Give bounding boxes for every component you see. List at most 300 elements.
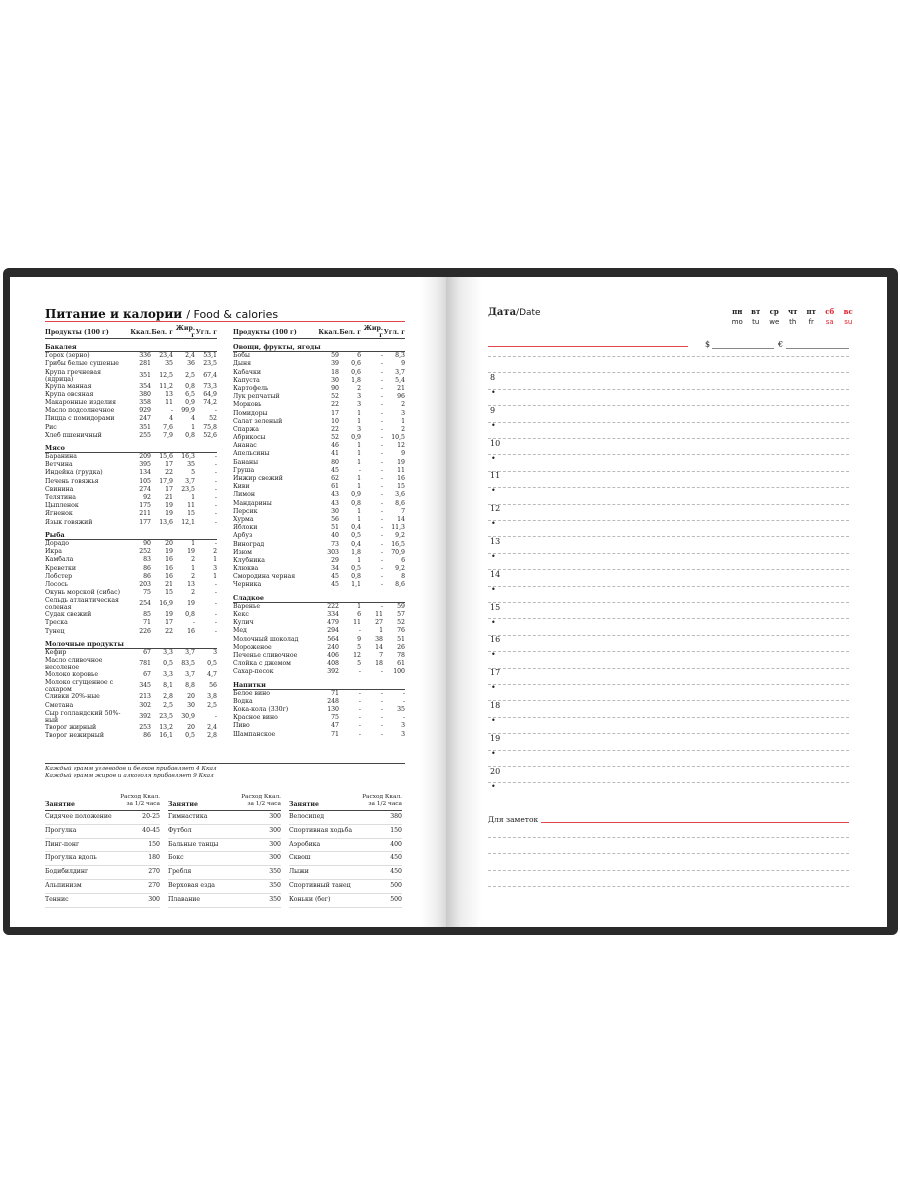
bullet-mark: •: [491, 617, 496, 627]
table-row: [45, 478, 217, 486]
euro-field[interactable]: [786, 348, 849, 349]
food-value: 11: [165, 398, 173, 406]
food-value: 71: [331, 730, 339, 738]
food-value: 105: [139, 477, 151, 485]
hour-label: 20: [490, 766, 501, 776]
bullet-mark: •: [491, 650, 496, 660]
food-value: 23,4: [159, 352, 173, 360]
food-value: 248: [327, 697, 339, 705]
food-name: Масло подсолнечное: [45, 407, 115, 415]
food-value: 358: [139, 398, 151, 406]
food-value: 8,3: [395, 352, 405, 360]
food-value: 90: [331, 384, 339, 392]
food-name: Груша: [233, 466, 255, 474]
food-value: -: [214, 407, 217, 415]
col-header-name: Продукты (100 г): [233, 328, 297, 336]
food-value: 61: [397, 660, 405, 668]
category-heading: Мясо: [45, 444, 217, 453]
food-value: 3: [213, 564, 217, 572]
food-value: 51: [331, 524, 339, 532]
food-value: 19: [187, 600, 195, 608]
activity-name: Гимнастика: [168, 813, 208, 820]
schedule-line[interactable]: [488, 389, 849, 390]
food-value: -: [358, 689, 361, 697]
table-row: [45, 383, 217, 391]
food-value: 6: [401, 556, 405, 564]
food-name: Креветки: [45, 564, 76, 572]
food-value: 40: [331, 532, 339, 540]
food-value: 3: [357, 393, 361, 401]
table-row: [233, 603, 405, 611]
table-row: [233, 369, 405, 377]
food-value: -: [380, 401, 383, 409]
food-name: Яблоки: [233, 524, 258, 532]
col-header-kcal: Ккал.: [318, 328, 339, 336]
food-value: 78: [397, 651, 405, 659]
food-value: 86: [143, 731, 151, 739]
hour-label: 15: [490, 602, 501, 612]
food-name: Варенье: [233, 602, 261, 610]
schedule-line[interactable]: [488, 520, 849, 521]
hour-label: 12: [490, 504, 501, 514]
weekday-en: th: [789, 318, 797, 326]
table-row: [45, 671, 217, 679]
food-value: 52: [331, 434, 339, 442]
food-value: -: [380, 417, 383, 425]
schedule-line[interactable]: [488, 782, 849, 783]
food-value: 13,6: [159, 518, 173, 526]
table-row: [45, 360, 217, 368]
food-value: 1: [379, 627, 383, 635]
food-value: 56: [331, 515, 339, 523]
food-value: 23,5: [159, 712, 173, 720]
food-value: 92: [143, 494, 151, 501]
food-name: Творог нежирный: [45, 731, 104, 739]
food-value: 45: [331, 466, 339, 474]
food-name: Мандарины: [233, 499, 272, 507]
weekday-tu[interactable]: [747, 307, 766, 327]
food-name: Крупа гречневая (ядрица): [45, 368, 101, 383]
table-row: [233, 508, 405, 516]
activity-name: Сидячее положение: [45, 813, 112, 820]
food-value: 52: [209, 415, 217, 423]
food-value: -: [380, 466, 383, 474]
food-value: 13,2: [159, 723, 173, 731]
food-value: 19: [187, 548, 195, 556]
schedule-line[interactable]: [488, 651, 849, 652]
food-value: 3,3: [163, 649, 173, 656]
food-value: -: [358, 714, 361, 722]
food-value: -: [380, 434, 383, 442]
food-name: Баранина: [45, 453, 77, 461]
food-value: -: [214, 611, 217, 619]
food-value: 2,5: [185, 371, 195, 379]
food-value: 0,8: [185, 611, 195, 619]
activity-name: Бодибилдинг: [45, 868, 89, 876]
food-name: Печень говяжья: [45, 477, 99, 485]
notes-label: Для заметок: [488, 815, 539, 824]
food-name: Красное вино: [233, 714, 278, 722]
activity-kcal: 300: [269, 854, 281, 862]
activity-row: [289, 839, 402, 853]
table-row: [45, 611, 217, 619]
table-row: [45, 432, 217, 440]
food-value: 0,8: [351, 573, 361, 581]
table-row: [45, 469, 217, 477]
food-value: 76: [397, 627, 405, 635]
food-value: 96: [397, 393, 405, 401]
schedule-line[interactable]: [488, 569, 849, 570]
food-name: Молоко сгущенное с сахаром: [45, 679, 114, 694]
food-name: Рис: [45, 423, 57, 431]
schedule-line[interactable]: [488, 356, 849, 357]
activity-row: [289, 894, 402, 908]
food-value: 781: [139, 660, 151, 668]
food-value: 380: [139, 390, 151, 398]
food-value: 10,5: [391, 434, 405, 442]
schedule-line[interactable]: [488, 684, 849, 685]
schedule-line[interactable]: [488, 487, 849, 488]
title-divider: [45, 321, 405, 322]
food-value: 12,5: [159, 371, 173, 379]
activity-row: [289, 825, 402, 839]
food-value: 5: [357, 643, 361, 651]
schedule-line[interactable]: [488, 717, 849, 718]
weekday-en: mo: [731, 318, 743, 326]
food-value: -: [214, 494, 217, 501]
table-row: [233, 565, 405, 573]
food-name: Кабачки: [233, 368, 261, 376]
table-row: [45, 619, 217, 627]
food-value: 0,8: [185, 431, 195, 439]
food-value: 6,5: [185, 390, 195, 398]
food-value: 2,4: [207, 723, 217, 731]
food-value: -: [214, 539, 217, 547]
food-name: Изюм: [233, 548, 252, 556]
category-heading: Бакалея: [45, 343, 217, 352]
food-value: 64,9: [203, 390, 217, 398]
food-value: 15: [397, 483, 405, 491]
food-value: 19: [165, 548, 173, 556]
food-value: 252: [139, 548, 151, 556]
notes-line[interactable]: [488, 870, 849, 871]
category-heading: Сладкое: [233, 594, 405, 603]
food-value: -: [380, 442, 383, 450]
food-name: Помидоры: [233, 409, 268, 417]
food-value: -: [380, 689, 383, 697]
food-name: Ананас: [233, 442, 257, 450]
food-value: -: [380, 458, 383, 466]
table-row: [45, 679, 217, 693]
food-value: 16: [165, 556, 173, 564]
food-value: 2: [191, 589, 195, 597]
activity-kcal: 400: [390, 840, 402, 848]
food-name: Черника: [233, 581, 262, 589]
binding-shadow-right: [446, 277, 482, 927]
weekday-mo[interactable]: [728, 307, 747, 327]
food-value: 1: [357, 442, 361, 450]
schedule-line[interactable]: [488, 700, 849, 701]
calorie-notes: [45, 763, 405, 780]
table-row: [233, 557, 405, 565]
food-value: -: [214, 627, 217, 635]
activity-kcal: 500: [390, 881, 402, 889]
schedule-line[interactable]: [488, 454, 849, 455]
weekday-ru: ср: [769, 307, 779, 316]
food-value: 56: [209, 682, 217, 690]
weekday-sa[interactable]: [821, 307, 840, 327]
col-header-carb: Угл. г: [195, 328, 217, 336]
rate-line-2: за 1/2 часа: [247, 801, 281, 807]
food-value: -: [214, 712, 217, 720]
food-value: -: [380, 507, 383, 515]
food-value: 53,1: [203, 352, 217, 360]
table-row: [45, 519, 217, 527]
activity-header: [45, 788, 160, 811]
food-name: Треска: [45, 619, 68, 627]
hour-label: 13: [490, 537, 501, 546]
food-value: -: [380, 499, 383, 507]
food-value: 73: [331, 540, 339, 548]
notes-line[interactable]: [488, 837, 849, 838]
food-value: 15: [165, 589, 173, 597]
schedule-line[interactable]: [488, 766, 849, 767]
category-heading: Молочные продукты: [45, 640, 217, 649]
date-field[interactable]: [488, 346, 688, 347]
food-value: -: [214, 469, 217, 477]
food-value: 3,7: [395, 368, 405, 376]
schedule-line[interactable]: [488, 586, 849, 587]
table-row: [45, 581, 217, 589]
dollar-field[interactable]: [712, 348, 774, 349]
food-value: 67,4: [203, 371, 217, 379]
activity-table-3: [289, 788, 402, 908]
food-value: 351: [139, 371, 151, 379]
schedule-line[interactable]: [488, 504, 849, 505]
food-value: -: [358, 706, 361, 714]
food-value: 1: [191, 494, 195, 501]
table-row: [233, 467, 405, 475]
food-value: 74,2: [203, 398, 217, 406]
activity-name: Бокс: [168, 854, 184, 862]
food-value: 2: [213, 548, 217, 556]
food-value: 3,8: [207, 693, 217, 701]
food-value: 1: [357, 409, 361, 417]
food-value: 15: [187, 510, 195, 518]
food-value: 351: [139, 423, 151, 431]
schedule-line[interactable]: [488, 553, 849, 554]
food-value: 12,1: [181, 518, 195, 526]
table-row: [233, 619, 405, 627]
activity-kcal: 500: [390, 895, 402, 903]
schedule-line[interactable]: [488, 438, 849, 439]
food-name: Бобы: [233, 352, 250, 360]
food-table-1: [45, 326, 217, 740]
food-value: 41: [331, 450, 339, 458]
table-row: [233, 410, 405, 418]
food-value: -: [380, 368, 383, 376]
schedule-line[interactable]: [488, 405, 849, 406]
food-value: 254: [139, 600, 151, 608]
food-value: 70,9: [391, 548, 405, 556]
food-name: Дорадо: [45, 539, 69, 547]
food-value: 45: [331, 581, 339, 589]
food-name: Водка: [233, 697, 253, 705]
food-value: 46: [331, 442, 339, 450]
food-name: Лук репчатый: [233, 393, 280, 401]
food-value: 59: [397, 602, 405, 610]
food-value: 62: [331, 475, 339, 482]
hour-label: 10: [490, 438, 501, 448]
food-value: 2,8: [163, 693, 173, 701]
food-value: -: [380, 524, 383, 532]
table-row: [45, 732, 217, 740]
table-row: [233, 459, 405, 467]
food-name: Бананы: [233, 458, 259, 466]
food-value: 11: [353, 619, 361, 627]
food-name: Киви: [233, 483, 250, 491]
food-value: -: [214, 502, 217, 510]
table-row: [45, 486, 217, 494]
table-row: [233, 731, 405, 739]
activity-row: [168, 852, 281, 866]
food-value: -: [380, 393, 383, 401]
title-ru: Питание и калории: [45, 307, 183, 321]
table-row: [233, 652, 405, 660]
weekday-we[interactable]: [765, 307, 784, 327]
food-value: 274: [139, 485, 151, 493]
table-row: [45, 391, 217, 399]
bullet-mark: •: [491, 486, 496, 496]
food-value: -: [380, 450, 383, 458]
activity-row: [168, 825, 281, 839]
table-row: [45, 461, 217, 469]
food-value: -: [380, 540, 383, 548]
activity-header-name: Занятие: [168, 801, 198, 808]
food-value: 406: [327, 651, 339, 659]
activity-name: Футбол: [168, 826, 192, 834]
food-value: -: [402, 714, 405, 722]
food-name: Крупа овсяная: [45, 390, 94, 398]
weekday-fr[interactable]: [802, 307, 821, 327]
activity-row: [168, 811, 281, 825]
table-row: [45, 494, 217, 502]
activity-header: [289, 788, 402, 811]
food-value: 1: [357, 602, 361, 610]
page-title: [45, 307, 278, 321]
food-value: -: [214, 600, 217, 608]
food-value: 21: [165, 580, 173, 588]
schedule-line[interactable]: [488, 733, 849, 734]
food-value: 22: [165, 627, 173, 635]
food-name: Индейка (грудка): [45, 469, 103, 477]
food-value: -: [358, 466, 361, 474]
schedule-line[interactable]: [488, 422, 849, 423]
food-value: 16,3: [181, 453, 195, 461]
schedule-line[interactable]: [488, 471, 849, 472]
food-value: 479: [327, 619, 339, 627]
food-value: 0,5: [207, 660, 217, 668]
food-value: 0,4: [351, 540, 361, 548]
schedule-line[interactable]: [488, 602, 849, 603]
schedule-line[interactable]: [488, 668, 849, 669]
food-value: 16: [397, 475, 405, 482]
table-row: [45, 352, 217, 360]
schedule-line[interactable]: [488, 635, 849, 636]
food-value: 86: [143, 572, 151, 580]
table-row: [45, 657, 217, 671]
activity-name: Спортивная ходьба: [289, 826, 353, 834]
activity-name: Сквош: [289, 854, 311, 862]
food-value: 83,5: [181, 660, 195, 668]
food-value: 12: [353, 651, 361, 659]
food-value: 35: [397, 706, 405, 714]
table-row: [233, 698, 405, 706]
food-value: -: [380, 581, 383, 589]
schedule-line[interactable]: [488, 750, 849, 751]
date-ru: Дата: [488, 307, 517, 318]
schedule-line[interactable]: [488, 372, 849, 373]
table-row: [45, 589, 217, 597]
food-value: 3: [357, 425, 361, 433]
food-value: 21: [165, 494, 173, 501]
schedule-line[interactable]: [488, 536, 849, 537]
activity-kcal: 450: [390, 868, 402, 876]
food-value: 0,5: [163, 660, 173, 668]
food-name: Окунь морской (сибас): [45, 589, 120, 597]
activity-row: [168, 880, 281, 894]
food-name: Спаржа: [233, 425, 259, 433]
food-value: -: [214, 485, 217, 493]
table-row: [233, 636, 405, 644]
activity-name: Прогулка вдоль: [45, 854, 97, 862]
food-value: 18: [331, 368, 339, 376]
food-value: 16: [187, 627, 195, 635]
food-value: 3,3: [163, 671, 173, 679]
food-value: 1: [357, 483, 361, 491]
activity-row: [289, 811, 402, 825]
activity-row: [168, 866, 281, 880]
weekday-th[interactable]: [784, 307, 803, 327]
note-line: Каждый грамм углеводов и белков прибавляет 4 Ккал: [45, 766, 217, 772]
notes-line[interactable]: [488, 853, 849, 854]
food-name: Творог жирный: [45, 723, 97, 731]
activity-kcal: 300: [148, 895, 160, 903]
weekday-su[interactable]: [839, 307, 858, 327]
food-name: Молочный шоколад: [233, 635, 299, 643]
food-value: 17: [331, 409, 339, 417]
food-value: 213: [139, 693, 151, 701]
food-value: -: [380, 491, 383, 499]
food-value: 16: [165, 564, 173, 572]
activity-row: [289, 866, 402, 880]
table-row: [233, 714, 405, 722]
food-value: 2: [401, 425, 405, 433]
food-value: 3,6: [395, 491, 405, 499]
notes-line[interactable]: [488, 886, 849, 887]
bullet-mark: •: [491, 420, 496, 430]
col-header-carb: Угл. г: [383, 328, 405, 336]
table-row: [45, 510, 217, 518]
food-name: Кефир: [45, 649, 67, 656]
schedule-line[interactable]: [488, 618, 849, 619]
table-row: [233, 722, 405, 730]
food-value: 294: [327, 627, 339, 635]
food-value: -: [380, 409, 383, 417]
table-row: [233, 360, 405, 368]
food-value: 17,9: [159, 477, 173, 485]
food-value: -: [214, 580, 217, 588]
